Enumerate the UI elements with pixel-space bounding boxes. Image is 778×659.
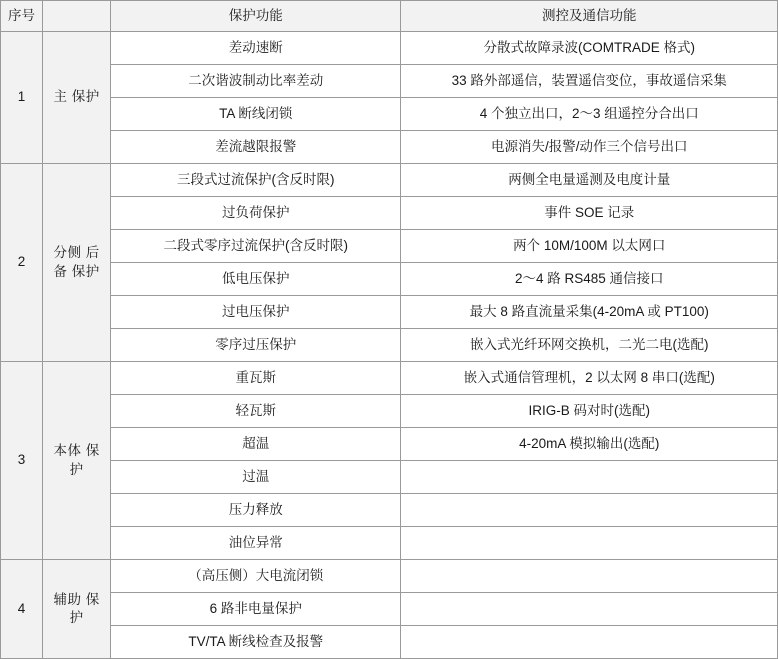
table-body bbox=[1, 32, 778, 659]
comm-function-cell: 2～4 路 RS485 通信接口 bbox=[401, 263, 778, 296]
table-row bbox=[1, 560, 778, 593]
table-row bbox=[1, 32, 778, 65]
protection-function-cell: 零序过压保护 bbox=[111, 329, 401, 362]
protection-function-cell: 二段式零序过流保护(含反时限) bbox=[111, 230, 401, 263]
table-row bbox=[1, 593, 778, 626]
protection-function-cell: 三段式过流保护(含反时限) bbox=[111, 164, 401, 197]
comm-function-cell: IRIG-B 码对时(选配) bbox=[401, 395, 778, 428]
protection-function-cell: 二次谐波制动比率差动 bbox=[111, 65, 401, 98]
group-name-cell bbox=[43, 164, 111, 362]
table-row bbox=[1, 296, 778, 329]
comm-function-cell: 分散式故障录波(COMTRADE 格式) bbox=[401, 32, 778, 65]
group-name-label: 主 保护 bbox=[53, 89, 100, 105]
protection-function-cell: 重瓦斯 bbox=[111, 362, 401, 395]
table-row bbox=[1, 230, 778, 263]
group-name-cell bbox=[43, 560, 111, 659]
table-row bbox=[1, 329, 778, 362]
comm-function-cell bbox=[401, 626, 778, 659]
protection-function-cell: 过温 bbox=[111, 461, 401, 494]
comm-function-cell bbox=[401, 560, 778, 593]
table-row bbox=[1, 527, 778, 560]
table-row bbox=[1, 98, 778, 131]
comm-function-cell bbox=[401, 461, 778, 494]
comm-function-cell bbox=[401, 494, 778, 527]
comm-function-cell: 两侧全电量遥测及电度计量 bbox=[401, 164, 778, 197]
group-name-label: 辅助 保护 bbox=[53, 591, 100, 625]
protection-function-cell: 压力释放 bbox=[111, 494, 401, 527]
table-row bbox=[1, 197, 778, 230]
table-row bbox=[1, 263, 778, 296]
protection-function-cell: TV/TA 断线检查及报警 bbox=[111, 626, 401, 659]
protection-function-cell: 6 路非电量保护 bbox=[111, 593, 401, 626]
group-name-cell bbox=[43, 32, 111, 164]
protection-function-cell: 轻瓦斯 bbox=[111, 395, 401, 428]
table-row bbox=[1, 626, 778, 659]
table-row bbox=[1, 65, 778, 98]
protection-function-cell: 低电压保护 bbox=[111, 263, 401, 296]
comm-function-cell: 两个 10M/100M 以太网口 bbox=[401, 230, 778, 263]
row-index-cell: 3 bbox=[1, 362, 43, 560]
row-index-cell: 1 bbox=[1, 32, 43, 164]
protection-function-cell: 差流越限报警 bbox=[111, 131, 401, 164]
comm-function-cell bbox=[401, 527, 778, 560]
header-group-spacer bbox=[43, 1, 111, 32]
comm-function-cell: 4-20mA 模拟输出(选配) bbox=[401, 428, 778, 461]
row-index-cell: 4 bbox=[1, 560, 43, 659]
protection-function-cell: 差动速断 bbox=[111, 32, 401, 65]
protection-function-cell: 过电压保护 bbox=[111, 296, 401, 329]
table-row bbox=[1, 395, 778, 428]
protection-function-cell: 超温 bbox=[111, 428, 401, 461]
protection-function-cell: （高压侧）大电流闭锁 bbox=[111, 560, 401, 593]
group-name-label: 分侧 后备 保护 bbox=[53, 245, 100, 279]
table-row bbox=[1, 461, 778, 494]
protection-function-cell: TA 断线闭锁 bbox=[111, 98, 401, 131]
table-row bbox=[1, 362, 778, 395]
table-header-row bbox=[1, 1, 778, 32]
header-protection-function: 保护功能 bbox=[111, 1, 401, 32]
group-name-label: 本体 保护 bbox=[53, 443, 100, 477]
table-header bbox=[1, 1, 778, 32]
comm-function-cell: 嵌入式光纤环网交换机，二光二电(选配) bbox=[401, 329, 778, 362]
header-measure-comm-function: 测控及通信功能 bbox=[401, 1, 778, 32]
comm-function-cell bbox=[401, 593, 778, 626]
comm-function-cell: 33 路外部遥信，装置遥信变位，事故遥信采集 bbox=[401, 65, 778, 98]
table-row bbox=[1, 164, 778, 197]
row-index-cell: 2 bbox=[1, 164, 43, 362]
comm-function-cell: 电源消失/报警/动作三个信号出口 bbox=[401, 131, 778, 164]
comm-function-cell: 4 个独立出口，2～3 组遥控分合出口 bbox=[401, 98, 778, 131]
protection-function-cell: 油位异常 bbox=[111, 527, 401, 560]
header-index: 序号 bbox=[1, 1, 43, 32]
comm-function-cell: 事件 SOE 记录 bbox=[401, 197, 778, 230]
comm-function-cell: 嵌入式通信管理机，2 以太网 8 串口(选配) bbox=[401, 362, 778, 395]
protection-function-cell: 过负荷保护 bbox=[111, 197, 401, 230]
comm-function-cell: 最大 8 路直流量采集(4-20mA 或 PT100) bbox=[401, 296, 778, 329]
table-row bbox=[1, 428, 778, 461]
group-name-cell bbox=[43, 362, 111, 560]
table-row bbox=[1, 131, 778, 164]
table-row bbox=[1, 494, 778, 527]
